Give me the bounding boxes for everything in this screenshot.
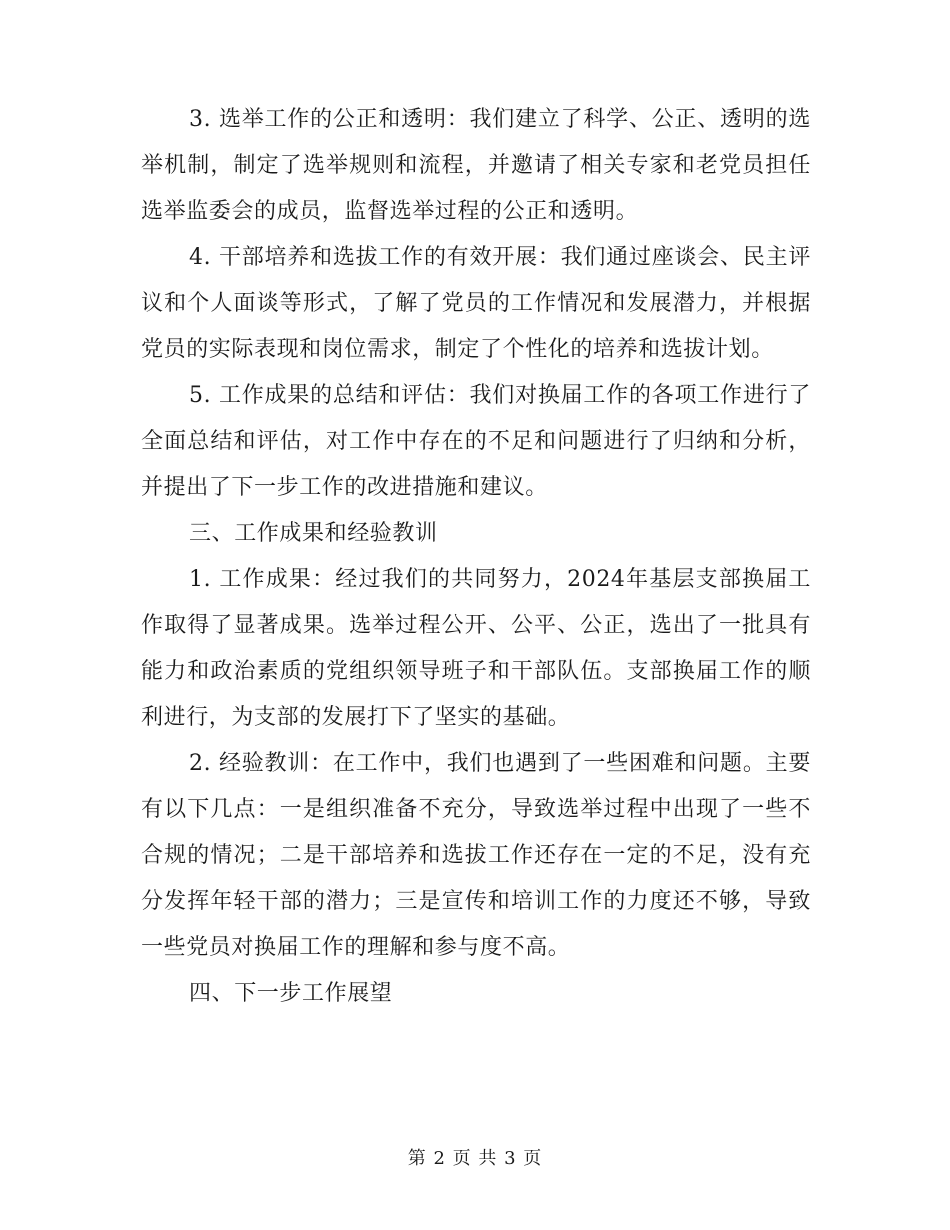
paragraph-work-results: 1. 工作成果：经过我们的共同努力，2024年基层支部换届工作取得了显著成果。选举过程公开、公平、公正，选出了一批具有能力和政治素质的党组织领导班子和干部队伍。支部换届工作的顺利进行，为支部的发展打下了坚实的基础。 <box>141 567 811 730</box>
paragraph-item-3: 3. 选举工作的公正和透明：我们建立了科学、公正、透明的选举机制，制定了选举规则和流程，并邀请了相关专家和老党员担任选举监委会的成员，监督选举过程的公正和透明。 <box>141 107 811 224</box>
section-heading-3: 三、工作成果和经验教训 <box>189 521 438 546</box>
page-number-footer: 第 2 页 共 3 页 <box>407 1148 543 1169</box>
paragraph-lessons: 2. 经验教训：在工作中，我们也遇到了一些困难和问题。主要有以下几点：一是组织准备不充分，导致选举过程中出现了一些不合规的情况；二是干部培养和选拔工作还存在一定的不足，没有充分发挥年轻干部的潜力；三是宣传和培训工作的力度还不够，导致一些党员对换届工作的理解和参与度不高。 <box>141 751 811 960</box>
paragraph-item-5: 5. 工作成果的总结和评估：我们对换届工作的各项工作进行了全面总结和评估，对工作中存在的不足和问题进行了归纳和分析，并提出了下一步工作的改进措施和建议。 <box>141 383 811 500</box>
document-body <box>141 97 811 1017</box>
section-heading-4: 四、下一步工作展望 <box>189 981 393 1006</box>
paragraph-item-4: 4. 干部培养和选拔工作的有效开展：我们通过座谈会、民主评议和个人面谈等形式，了解了党员的工作情况和发展潜力，并根据党员的实际表现和岗位需求，制定了个性化的培养和选拔计划。 <box>141 245 811 362</box>
